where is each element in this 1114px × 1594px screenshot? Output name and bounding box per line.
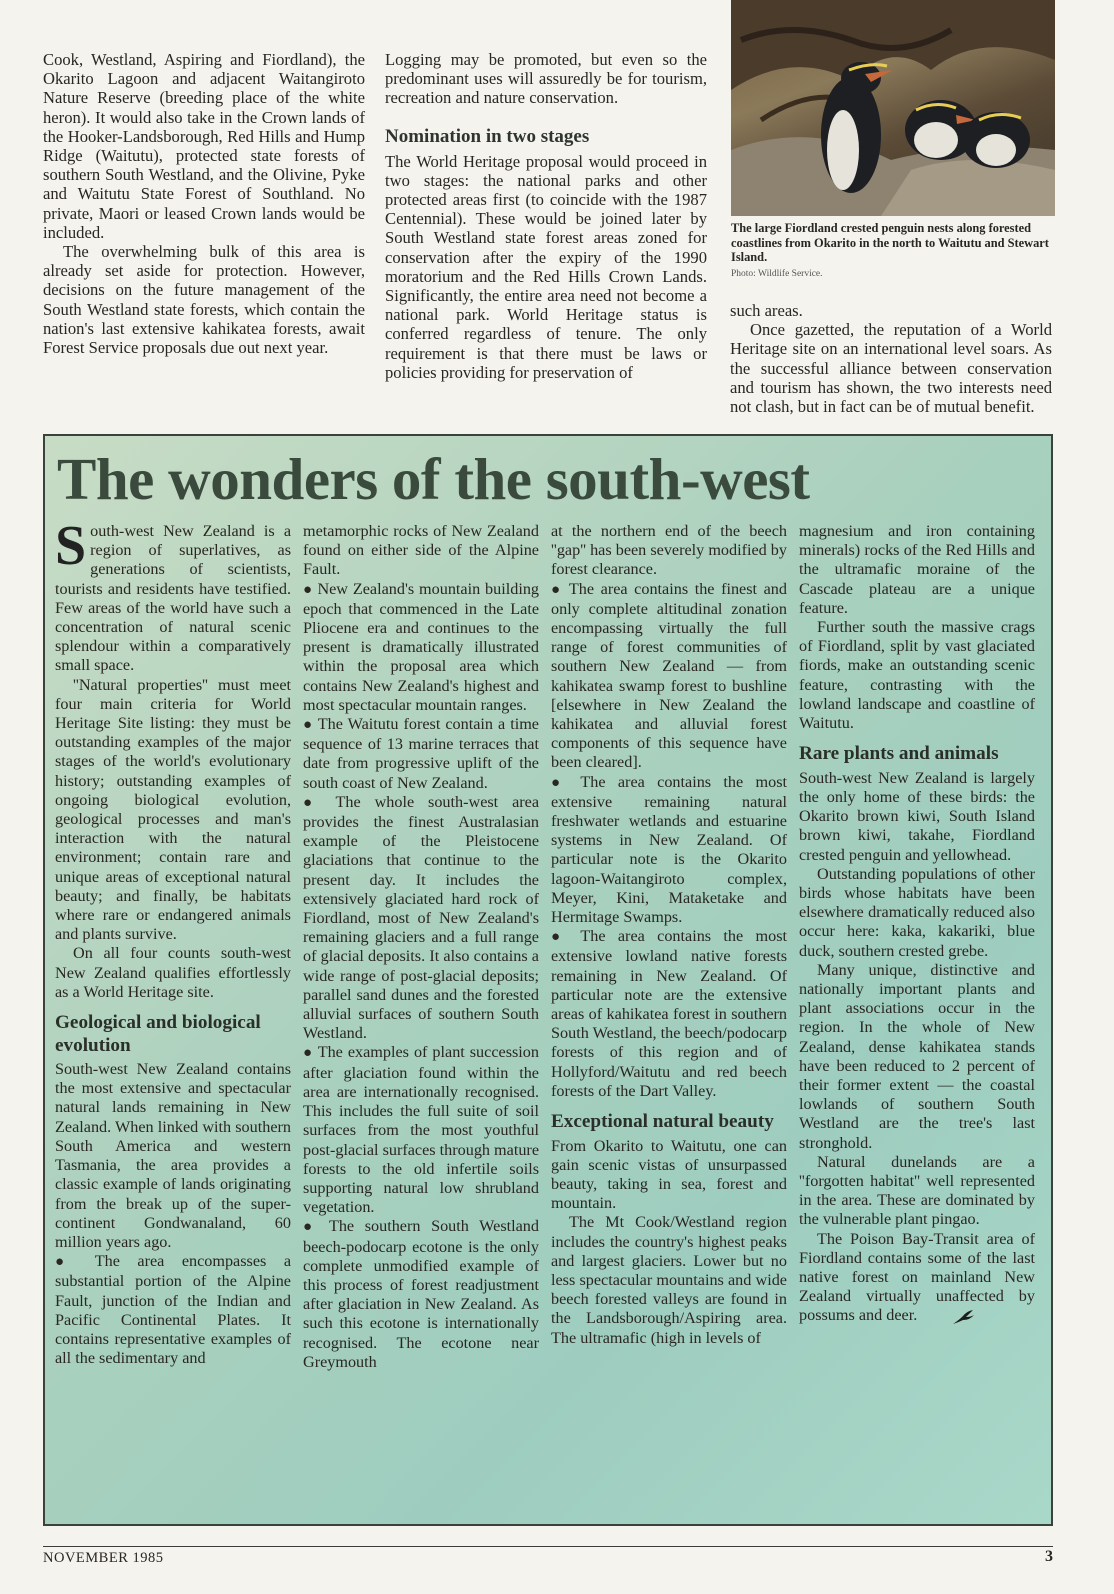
col4-para-4: Outstanding populations of other birds whose habitats have been elsewhere dramatically reduced also occur here: kaka, kakariki, blue duck, southern crested grebe. bbox=[799, 864, 1035, 960]
penguin-photo bbox=[731, 0, 1055, 216]
bullet-lowland-forests: ● The area contains the most extensive lowland native forests remaining in New Zealand. Of particular note are the extensive areas of kahikatea forest in southern South Westland, the beech/podocarp forests of this region and of Hollyford/Waitutu and red beech forests of the Dart Valley. bbox=[551, 927, 787, 1101]
lead-text: outh-west New Zealand is a region of superlatives, as generations of scientists, tourists and residents have testified. Few areas of the world have such a concentration of natural scenic splendour within a comparatively small space. bbox=[55, 522, 291, 675]
page-number: 3 bbox=[1045, 1548, 1053, 1565]
geological-paragraph: South-west New Zealand contains the most extensive and spectacular natural lands remaining in New Zealand. When linked with southern South America and western Tasmania, the area provides a classic example of lands originating from the break up of the super-continent Gondwanaland, 60 million years ago. bbox=[55, 1060, 291, 1251]
penguin-illustration bbox=[731, 0, 1055, 216]
geological-heading: Geological and biological evolution bbox=[55, 1012, 261, 1056]
col2-para-1: metamorphic rocks of New Zealand found on either side of the Alpine Fault. bbox=[303, 522, 539, 579]
feature-column-1 bbox=[55, 515, 292, 1368]
col4-para-5: Many unique, distinctive and nationally important plants and plant associations occur in the region. In the whole of New Zealand, dense kahikatea stands have been reduced to 2 percent of their former extent — the coastal lowlands of southern South Westland are the tree's last stronghold. bbox=[799, 960, 1035, 1152]
criteria-paragraph: ''Natural properties'' must meet four main criteria for World Heritage Site listing: they must be outstanding examples of the major stages of the world's evolutionary history; outstanding examples of ongoing biological evolution, geological processes and man's interaction with the natural environment; contain rare and unique areas of exceptional natural beauty; and finally, be habitats where rare or endangered animals and plants survive. bbox=[55, 675, 291, 944]
issue-date: NOVEMBER 1985 bbox=[43, 1550, 164, 1566]
col4-para-3: South-west New Zealand is largely the only home of these birds: the Okarito brown kiwi, South Island brown kiwi, takahe, Fiordland crested penguin and yellowhead. bbox=[799, 768, 1035, 864]
bullet-mountain-building: ● New Zealand's mountain building epoch that commenced in the Late Pliocene era and continues to the present is dramatically illustrated within the proposal area which contains New Zealand's highest and most spectacular mountain ranges. bbox=[303, 580, 539, 715]
bullet-wetlands: ● The area contains the most extensive remaining natural freshwater wetlands and estuarine systems in New Zealand. Of particular note is the Okarito lagoon-Waitangiroto complex, Meyer, Kini, Mataketake and Hermitage Swamps. bbox=[551, 773, 787, 928]
natural-beauty-heading: Exceptional natural beauty bbox=[551, 1111, 774, 1133]
top-col1-para-1: Cook, Westland, Aspiring and Fiordland), the Okarito Lagoon and adjacent Waitangiroto Nature Reserve (breeding place of the white heron). It would also take in the Crown lands of the Hooker-Landsborough, Red Hills and Hump Ridge (Waitutu), protected state forests of southern South Westland, and the Olivine, Pyke and Waitutu State Forest of Southland. No private, Maori or leased Crown lands would be included. bbox=[43, 50, 365, 242]
feature-column-3 bbox=[551, 522, 787, 1348]
feature-column-4 bbox=[799, 522, 1035, 1326]
feature-headline: The wonders of the south-west bbox=[57, 446, 810, 512]
counts-paragraph: On all four counts south-west New Zealand qualifies effortlessly as a World Heritage site. bbox=[55, 944, 291, 1001]
col3-para-2: From Okarito to Waitutu, one can gain scenic vistas of unsurpassed beauty, taking in sea, forest and mountain. bbox=[551, 1136, 787, 1213]
bullet-alpine-fault: ● The area encompasses a substantial portion of the Alpine Fault, junction of the Indian and Pacific Continental Plates. It contains representative examples of all the sedimentary and bbox=[55, 1252, 291, 1368]
top-col3-para-1: such areas. bbox=[730, 301, 803, 320]
top-column-2 bbox=[385, 50, 707, 382]
top-column-3 bbox=[730, 301, 1052, 416]
col3-para-1: at the northern end of the beech ''gap'' has been severely modified by forest clearance. bbox=[551, 522, 787, 579]
bullet-glaciations: ● The whole south-west area provides the finest Australasian example of the Pleistocene glaciations that continue to the present day. It includes the extensively glaciated hard rock of Fiordland, most of New Zealand's remaining glaciers and a full range of glacial deposits. It also contains a wide range of post-glacial deposits; parallel sand dunes and the forested alluvial surfaces of southern South Westland. bbox=[303, 793, 539, 1044]
col3-para-3: The Mt Cook/Westland region includes the country's highest peaks and largest glaciers. Lower but no less spectacular mountains and wide beech forested valleys are found in the Landsborough/Aspiring area. The ultramafic (high in levels of bbox=[551, 1213, 787, 1347]
feature-box bbox=[43, 434, 1053, 1526]
lead-paragraph bbox=[55, 515, 291, 676]
top-col2-intro: Logging may be promoted, but even so the predominant uses will assuredly be for tourism, recreation and nature conservation. bbox=[385, 50, 707, 108]
bullet-waitutu-terraces: ● The Waitutu forest contain a time sequence of 13 marine terraces that date from progressive uplift of the south coast of New Zealand. bbox=[303, 715, 539, 793]
col4-para-7-text: The Poison Bay-Transit area of Fiordland contains some of the last native forest on mainland New Zealand virtually unaffected by possums and deer. bbox=[799, 1229, 1035, 1325]
bullet-plant-succession: ● The examples of plant succession after glaciation found within the area are internationally recognised. This includes the full suite of soil surfaces from the most youthful post-glacial surfaces through mature forests to the old infertile soils supporting natural low shrubland vegetation. bbox=[303, 1043, 539, 1217]
bullet-ecotone: ● The southern South Westland beech-podocarp ecotone is the only complete unmodified example of this process of forest readjustment after glaciation in New Zealand. As such this ecotone is internationally recognised. The ecotone near Greymouth bbox=[303, 1217, 539, 1372]
footer-rule bbox=[43, 1546, 1053, 1547]
feature-column-2 bbox=[303, 522, 539, 1372]
col4-para-2: Further south the massive crags of Fiordland, split by vast glaciated fiords, make an outstanding scenic feature, contrasting with the lowland landscape and coastline of Waitutu. bbox=[799, 618, 1035, 733]
bullet-altitudinal-zonation: ● The area contains the finest and only complete altitudinal zonation encompassing virtually the full range of forest communities of southern New Zealand — from kahikatea swamp forest to bushline [elsewhere in New Zealand the kahikatea and alluvial forest components of this sequence have been cleared]. bbox=[551, 580, 787, 773]
nomination-heading: Nomination in two stages bbox=[385, 125, 590, 147]
photo-credit: Photo: Wildlife Service. bbox=[731, 269, 823, 279]
drop-cap: S bbox=[55, 515, 87, 577]
col4-para-6: Natural dunelands are a ''forgotten habitat'' well represented in the area. These are dominated by the vulnerable plant pingao. bbox=[799, 1152, 1035, 1229]
top-col3-para-2: Once gazetted, the reputation of a World Heritage site on an international level soars. As the successful alliance between conservation and tourism has shown, the two interests need not clash, but in fact can be of mutual benefit. bbox=[730, 320, 1052, 417]
end-bird-icon bbox=[951, 1308, 975, 1326]
top-col2-body: The World Heritage proposal would proceed in two stages: the national parks and other protected areas first (to coincide with the 1987 Centennial). These would be joined later by South Westland state forest areas zoned for conservation after the expiry of the 1990 moratorium and the Red Hills Crown Lands. Significantly, the entire area need not become a national park. World Heritage status is conferred regardless of tenure. The only requirement is that there must be laws or policies providing for preservation of bbox=[385, 151, 707, 382]
photo-caption: The large Fiordland crested penguin nests along forested coastlines from Okarito in the north to Waitutu and Stewart Island. bbox=[731, 221, 1049, 265]
top-col1-para-2: The overwhelming bulk of this area is already set aside for protection. However, decisions on the future management of the South Westland state forests, which contain the nation's last extensive kahikatea forests, await Forest Service proposals due out next year. bbox=[43, 242, 365, 358]
rare-plants-heading: Rare plants and animals bbox=[799, 743, 999, 765]
col4-para-1: magnesium and iron containing minerals) rocks of the Red Hills and the ultramafic moraine of the Cascade plateau are a unique feature. bbox=[799, 522, 1035, 617]
col4-para-7 bbox=[799, 1230, 1035, 1326]
top-column-1 bbox=[43, 50, 365, 357]
